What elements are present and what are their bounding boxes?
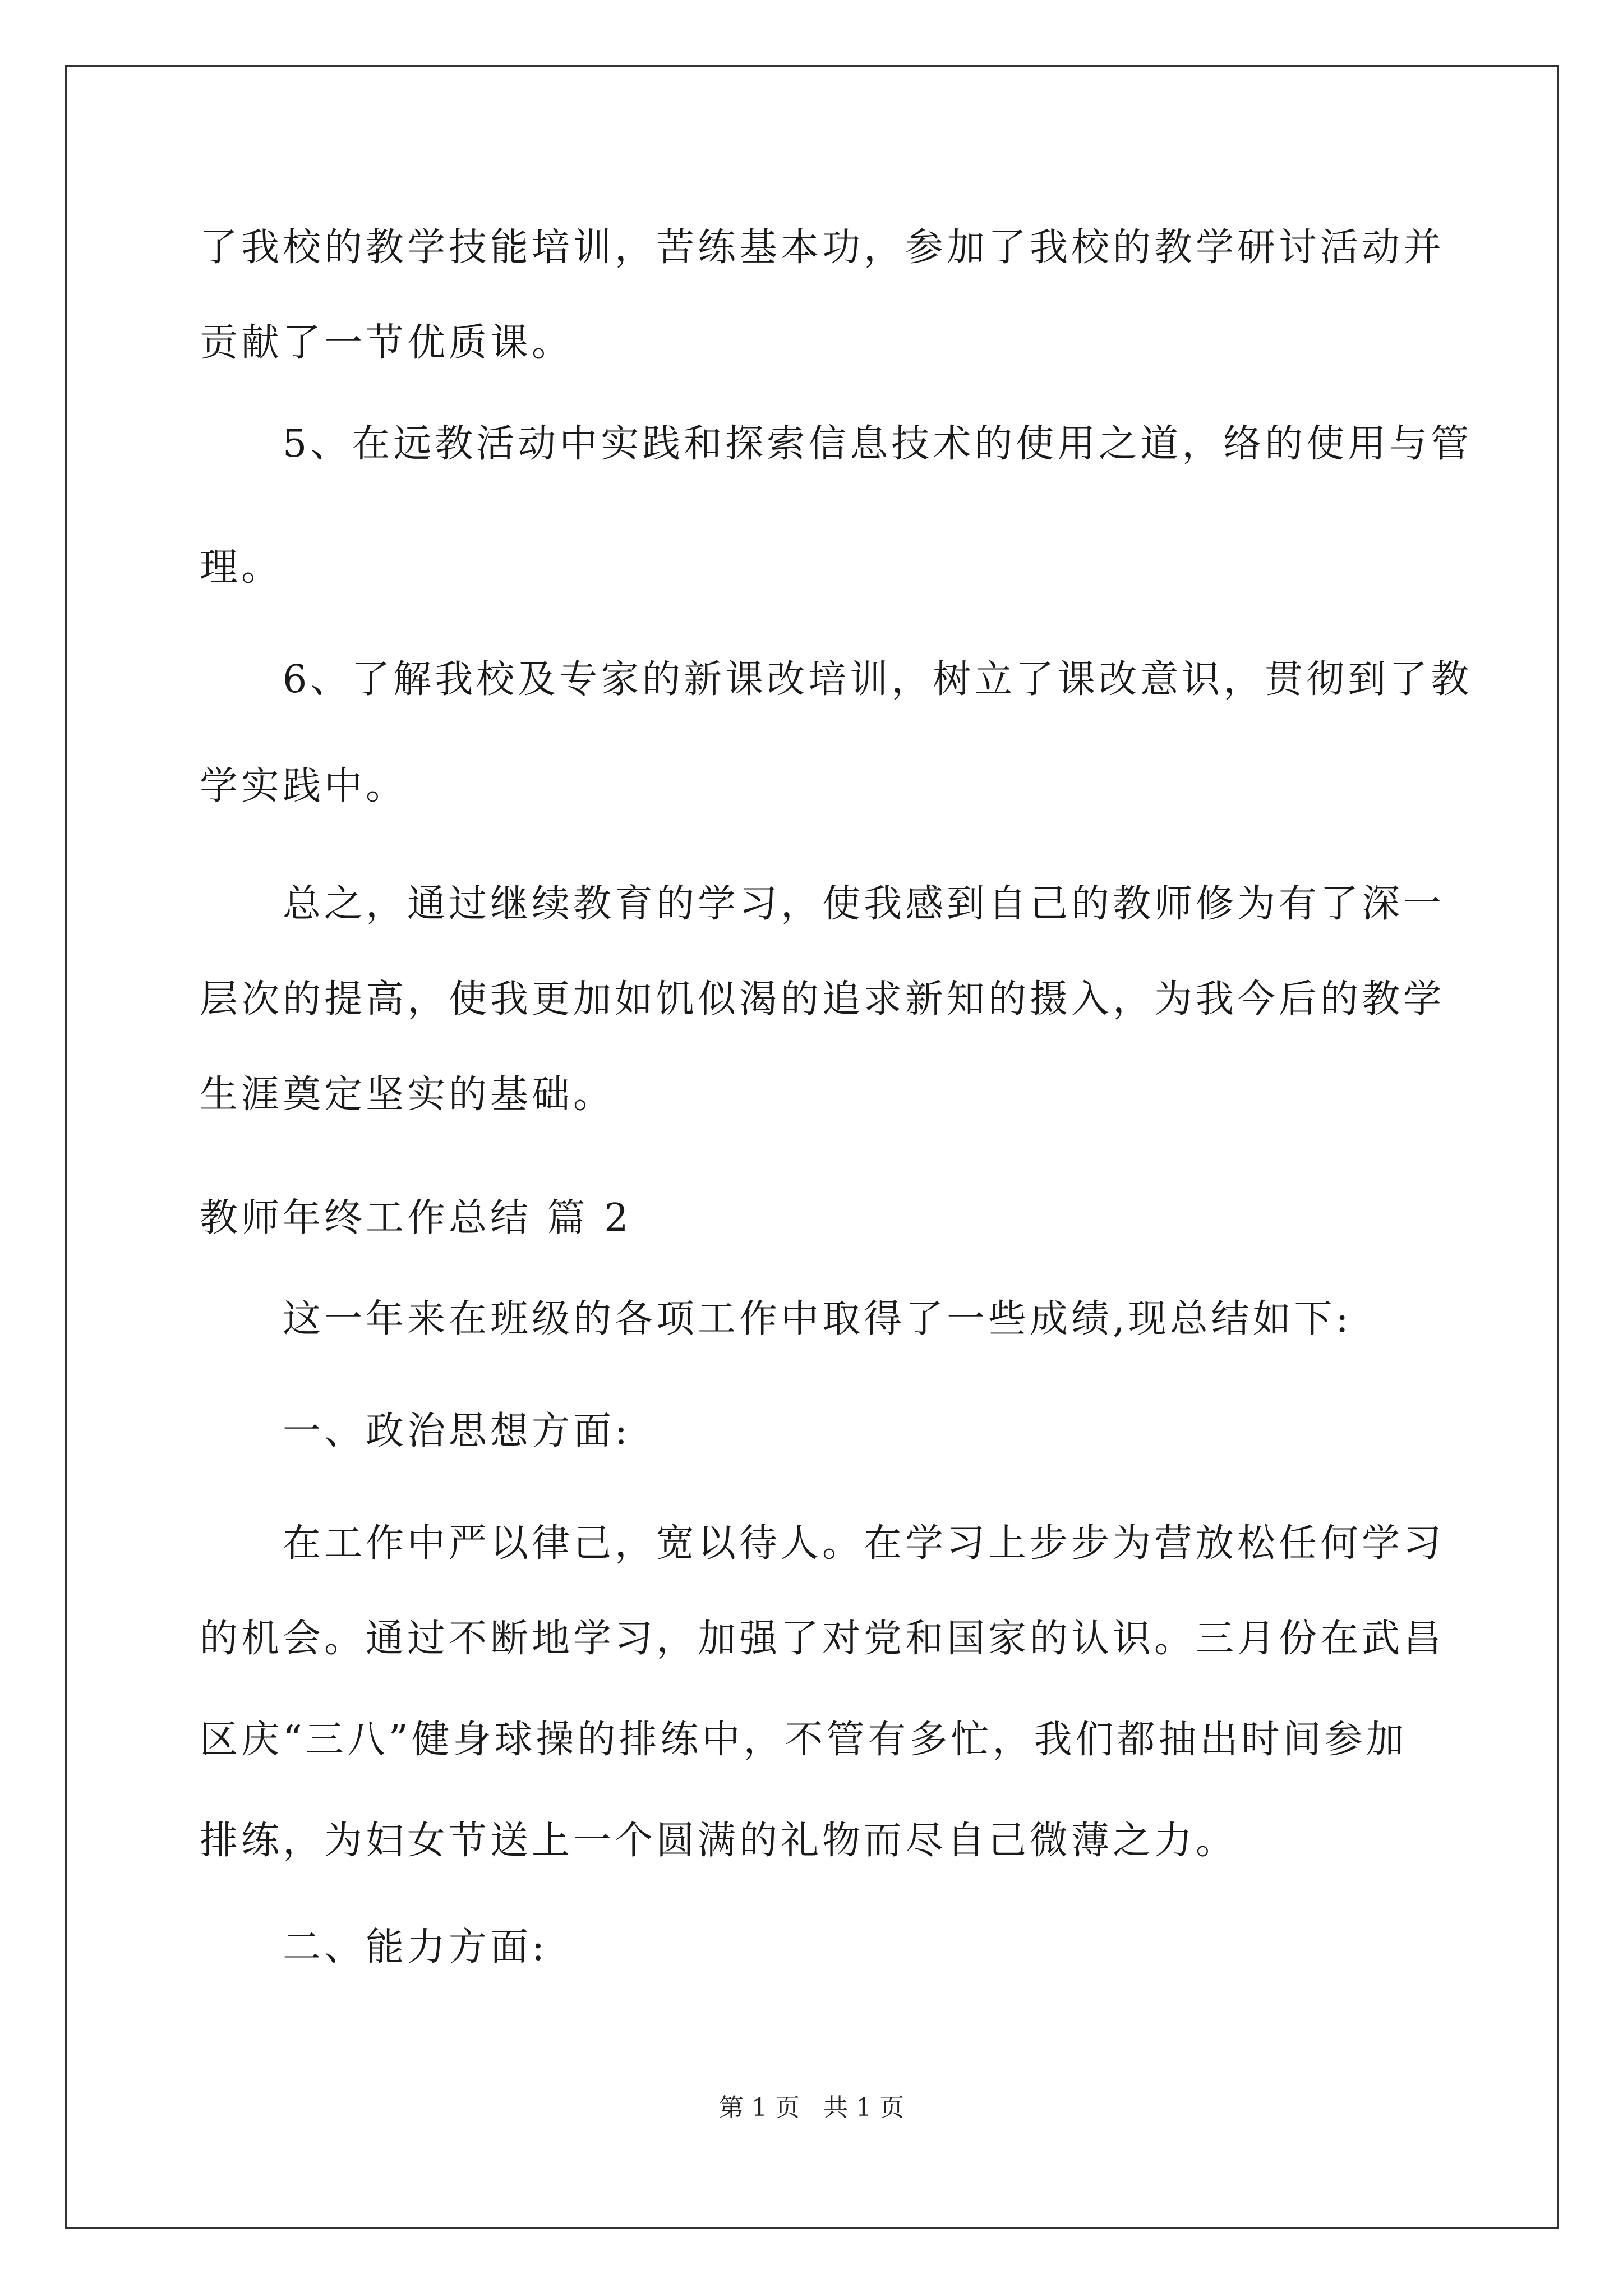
paragraph-line: 学实践中。 <box>200 764 408 808</box>
list-item-6: 6、了解我校及专家的新课改培训，树立了课改意识，贯彻到了教 <box>283 657 1473 702</box>
page-total: 共 1 页 <box>823 2093 904 2122</box>
paragraph-line: 贡献了一节优质课。 <box>200 321 574 365</box>
subheading-politics: 一、政治思想方面: <box>283 1409 631 1453</box>
paragraph-line: 生涯奠定坚实的基础。 <box>200 1073 615 1117</box>
paragraph-line: 了我校的教学技能培训，苦练基本功，参加了我校的教学研讨活动并 <box>200 226 1445 270</box>
subheading-ability: 二、能力方面: <box>283 1925 548 1970</box>
page-footer <box>0 2091 1623 2125</box>
paragraph-line: 排练，为妇女节送上一个圆满的礼物而尽自己微薄之力。 <box>200 1819 1238 1863</box>
summary-paragraph: 总之，通过继续教育的学习，使我感到自己的教师修为有了深一 <box>283 882 1445 926</box>
paragraph-line: 区庆“三八”健身球操的排练中，不管有多忙，我们都抽出时间参加 <box>200 1718 1408 1762</box>
page-border <box>65 65 1559 2229</box>
politics-paragraph: 在工作中严以律己，宽以待人。在学习上步步为营放松任何学习 <box>283 1521 1445 1566</box>
page-number: 第 1 页 <box>719 2093 800 2122</box>
list-item-5: 5、在远教活动中实践和探索信息技术的使用之道，络的使用与管 <box>283 422 1473 466</box>
paragraph-line: 层次的提高，使我更加如饥似渴的追求新知的摄入，为我今后的教学 <box>200 977 1445 1022</box>
paragraph-line: 的机会。通过不断地学习，加强了对党和国家的认识。三月份在武昌 <box>200 1617 1445 1661</box>
section-title: 教师年终工作总结 篇 2 <box>200 1196 632 1240</box>
intro-paragraph: 这一年来在班级的各项工作中取得了一些成绩,现总结如下: <box>283 1297 1352 1341</box>
paragraph-line: 理。 <box>200 545 283 590</box>
